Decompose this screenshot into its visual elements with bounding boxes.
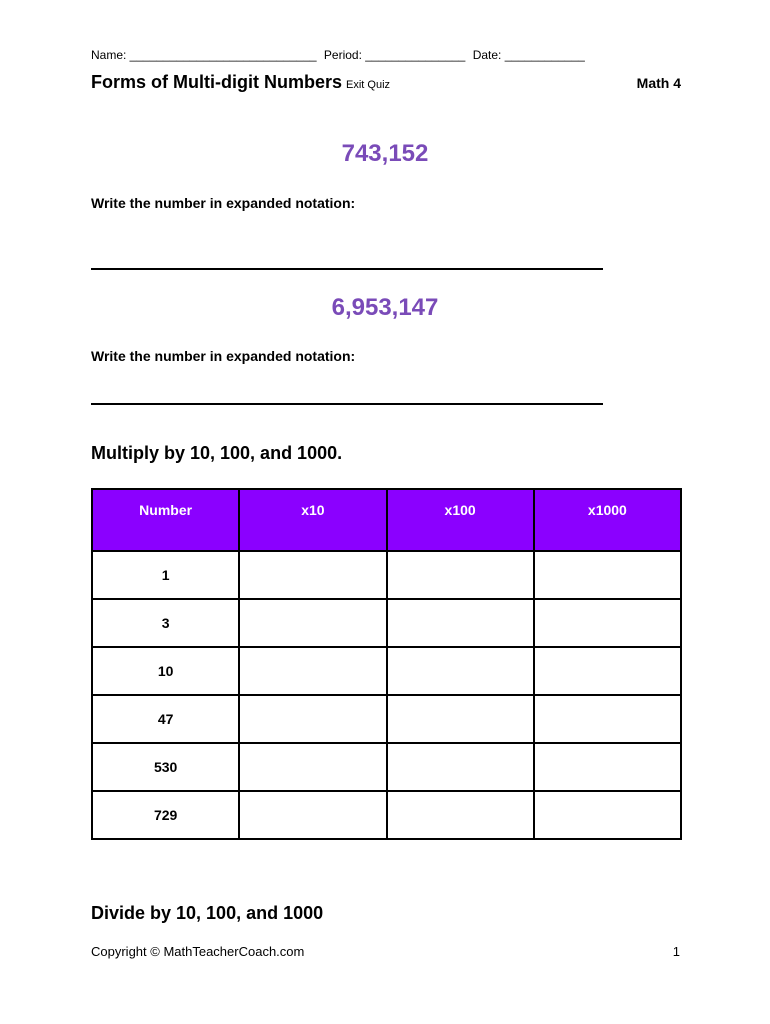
- answer-cell-x100[interactable]: [387, 551, 534, 599]
- date-field[interactable]: Date: ____________: [472, 48, 585, 62]
- answer-cell-x10[interactable]: [239, 647, 386, 695]
- problem-1-answer-line[interactable]: [91, 268, 603, 270]
- row-number: 3: [92, 599, 239, 647]
- table-row: [92, 599, 681, 647]
- answer-cell-x10[interactable]: [239, 791, 386, 839]
- answer-cell-x1000[interactable]: [534, 647, 681, 695]
- period-field[interactable]: Period: _______________: [323, 48, 466, 62]
- row-number: 530: [92, 743, 239, 791]
- page-subtitle: Exit Quiz: [346, 79, 391, 91]
- header-x100: x100: [387, 489, 534, 551]
- page-number: 1: [672, 944, 680, 959]
- answer-cell-x100[interactable]: [387, 695, 534, 743]
- table-row: [92, 743, 681, 791]
- answer-cell-x100[interactable]: [387, 791, 534, 839]
- page-title: Forms of Multi-digit Numbers Exit Quiz: [91, 72, 391, 92]
- copyright-footer: Copyright © MathTeacherCoach.com: [91, 944, 305, 959]
- row-number: 729: [92, 791, 239, 839]
- table-row: [92, 791, 681, 839]
- multiply-section-title: Multiply by 10, 100, and 1000.: [91, 443, 343, 463]
- header-x10: x10: [239, 489, 386, 551]
- name-field[interactable]: Name: ____________________________: [91, 48, 317, 62]
- answer-cell-x1000[interactable]: [534, 695, 681, 743]
- table-row: [92, 551, 681, 599]
- answer-cell-x100[interactable]: [387, 647, 534, 695]
- problem-1-number: 743,152: [341, 140, 429, 167]
- divide-section-title: Divide by 10, 100, and 1000: [91, 903, 324, 923]
- answer-cell-x1000[interactable]: [534, 791, 681, 839]
- problem-1-prompt: Write the number in expanded notation:: [91, 195, 356, 211]
- problem-2-prompt: Write the number in expanded notation:: [91, 348, 356, 364]
- answer-cell-x1000[interactable]: [534, 743, 681, 791]
- title-row: [91, 72, 681, 96]
- table-row: [92, 695, 681, 743]
- answer-cell-x10[interactable]: [239, 551, 386, 599]
- table-header-row: [92, 489, 681, 551]
- answer-cell-x1000[interactable]: [534, 551, 681, 599]
- row-number: 47: [92, 695, 239, 743]
- answer-cell-x100[interactable]: [387, 599, 534, 647]
- row-number: 1: [92, 551, 239, 599]
- problem-2-number: 6,953,147: [331, 294, 439, 321]
- header-x1000: x1000: [534, 489, 681, 551]
- student-info-line: [91, 48, 589, 62]
- table-row: [92, 647, 681, 695]
- answer-cell-x10[interactable]: [239, 695, 386, 743]
- row-number: 10: [92, 647, 239, 695]
- multiply-table: [91, 488, 682, 840]
- header-number: Number: [92, 489, 239, 551]
- answer-cell-x1000[interactable]: [534, 599, 681, 647]
- course-label: Math 4: [636, 75, 681, 91]
- problem-2-answer-line[interactable]: [91, 403, 603, 405]
- answer-cell-x100[interactable]: [387, 743, 534, 791]
- answer-cell-x10[interactable]: [239, 743, 386, 791]
- answer-cell-x10[interactable]: [239, 599, 386, 647]
